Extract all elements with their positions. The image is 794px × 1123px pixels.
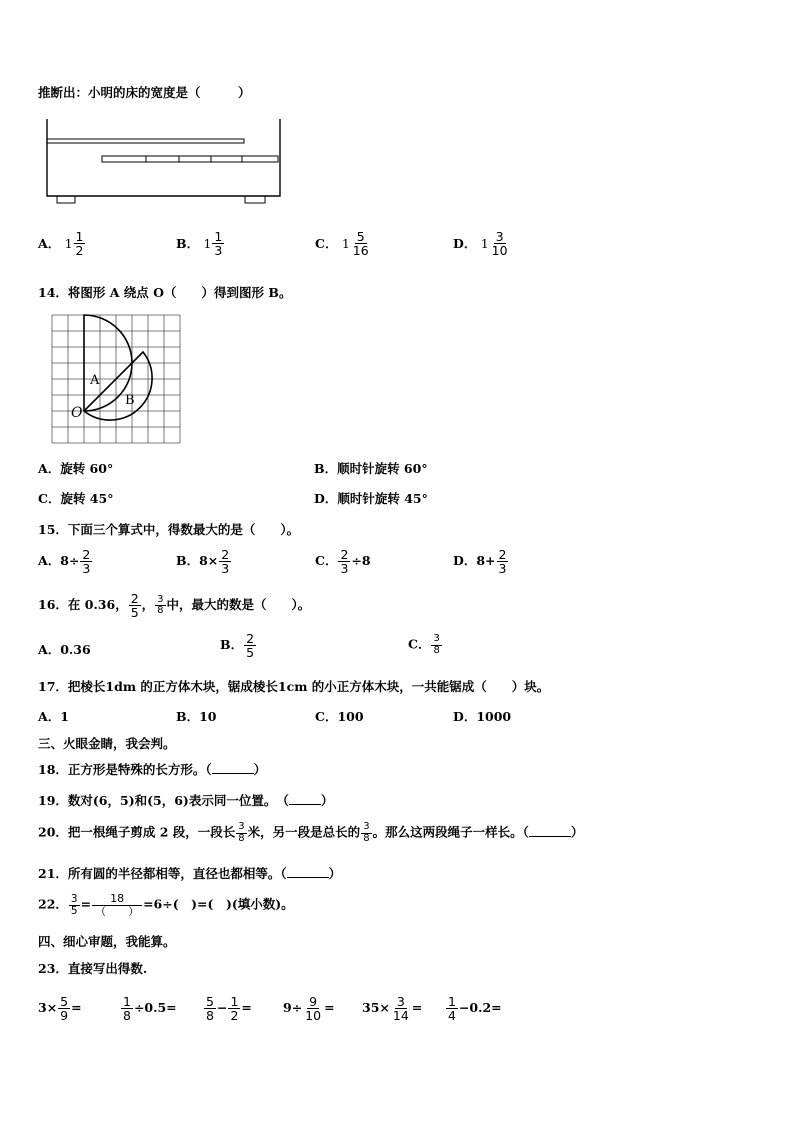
q14-stem: 14．将图形 A 绕点 O（ ）得到图形 B。	[38, 285, 292, 300]
q16-option-c[interactable]: C． $\frac{3}{8}$	[408, 633, 440, 656]
q15-stem: 15．下面三个算式中，得数最大的是（ ）。	[38, 522, 300, 537]
q14-option-b[interactable]: B．顺时针旋转 60°	[314, 461, 428, 476]
q23-item-6: $\frac{1}{4}$ −0.2=	[448, 994, 502, 1024]
q16-stem: 16．在 0.36， $\frac{2}{5}$ ， $\frac{3}{8}$ 中，最大的数是（ ）。	[38, 591, 311, 621]
q13-option-b[interactable]: B． 1 $\frac{1}{3}$	[176, 229, 223, 259]
q17-option-a[interactable]: A．1	[38, 709, 69, 724]
section-3-heading: 三、火眼金睛，我会判。	[38, 736, 176, 751]
q17-option-c[interactable]: C．100	[315, 709, 364, 724]
q15-option-b[interactable]: B．8× $\frac{2}{3}$	[176, 547, 230, 577]
q16-option-b[interactable]: B． $\frac{2}{5}$	[220, 631, 255, 661]
q14-option-a[interactable]: A．旋转 60°	[38, 461, 114, 476]
q17-stem: 17．把棱长1dm 的正方体木块，锯成棱长1cm 的小正方体木块，一共能锯成（ ）块。	[38, 679, 550, 694]
q17-option-d[interactable]: D．1000	[453, 709, 512, 724]
section-4-heading: 四、细心审题，我能算。	[38, 934, 176, 949]
q13-stem: 推断出：小明的床的宽度是（ ）	[38, 85, 251, 100]
q15-option-d[interactable]: D．8+ $\frac{2}{3}$	[453, 547, 507, 577]
q15-option-a[interactable]: A．8÷ $\frac{2}{3}$	[38, 547, 91, 577]
figure-label-o: O	[71, 405, 83, 421]
q13-option-d[interactable]: D． 1 $\frac{3}{10}$	[453, 229, 508, 259]
q16-option-a[interactable]: A．0.36	[38, 642, 91, 657]
q23-item-1: 3× $\frac{5}{9}$ =	[38, 994, 82, 1024]
q17-option-b[interactable]: B．10	[176, 709, 217, 724]
q14-option-d[interactable]: D．顺时针旋转 45°	[314, 491, 428, 506]
q23-item-2: $\frac{1}{8}$ ÷0.5=	[123, 994, 177, 1024]
q23-stem: 23．直接写出得数.	[38, 961, 148, 976]
q19-item: 19．数对(6，5)和(5，6)表示同一位置。 （ ）	[38, 793, 334, 808]
q20-item: 20．把一根绳子剪成 2 段，一段长 $\frac{3}{8}$ 米，另一段是总长的 $\frac{3}{8}$ 。那么这两段绳子一样长。（ ）	[38, 821, 584, 844]
q13-option-c[interactable]: C． 1 $\frac{5}{16}$	[315, 229, 369, 259]
q23-item-3: $\frac{5}{8}$ − $\frac{1}{2}$ =	[206, 994, 252, 1024]
q23-item-5: 35× $\frac{3}{14}$ =	[362, 994, 423, 1024]
q18-item: 18．正方形是特殊的长方形。（ ）	[38, 762, 267, 777]
q18-answer-blank[interactable]	[212, 773, 254, 774]
q21-item: 21．所有圆的半径都相等，直径也都相等。（ ）	[38, 866, 342, 881]
q22-item: 22． $\frac{3}{5}$ = $\frac{18}{( )}$ =6÷( )=( )(填小数)。	[38, 892, 294, 918]
rotation-grid-figure	[50, 313, 185, 445]
bed-figure	[40, 112, 285, 207]
q15-option-c[interactable]: C． $\frac{2}{3}$ ÷8	[315, 547, 371, 577]
q20-answer-blank[interactable]	[529, 836, 571, 837]
q19-answer-blank[interactable]	[289, 804, 321, 805]
figure-label-b: B	[125, 393, 135, 408]
q14-option-c[interactable]: C．旋转 45°	[38, 491, 114, 506]
q21-answer-blank[interactable]	[287, 877, 329, 878]
figure-label-a: A	[90, 373, 100, 388]
q23-item-4: 9÷ $\frac{9}{10}$ =	[283, 994, 335, 1024]
q13-option-a[interactable]: A． 1 $\frac{1}{2}$	[38, 229, 84, 259]
